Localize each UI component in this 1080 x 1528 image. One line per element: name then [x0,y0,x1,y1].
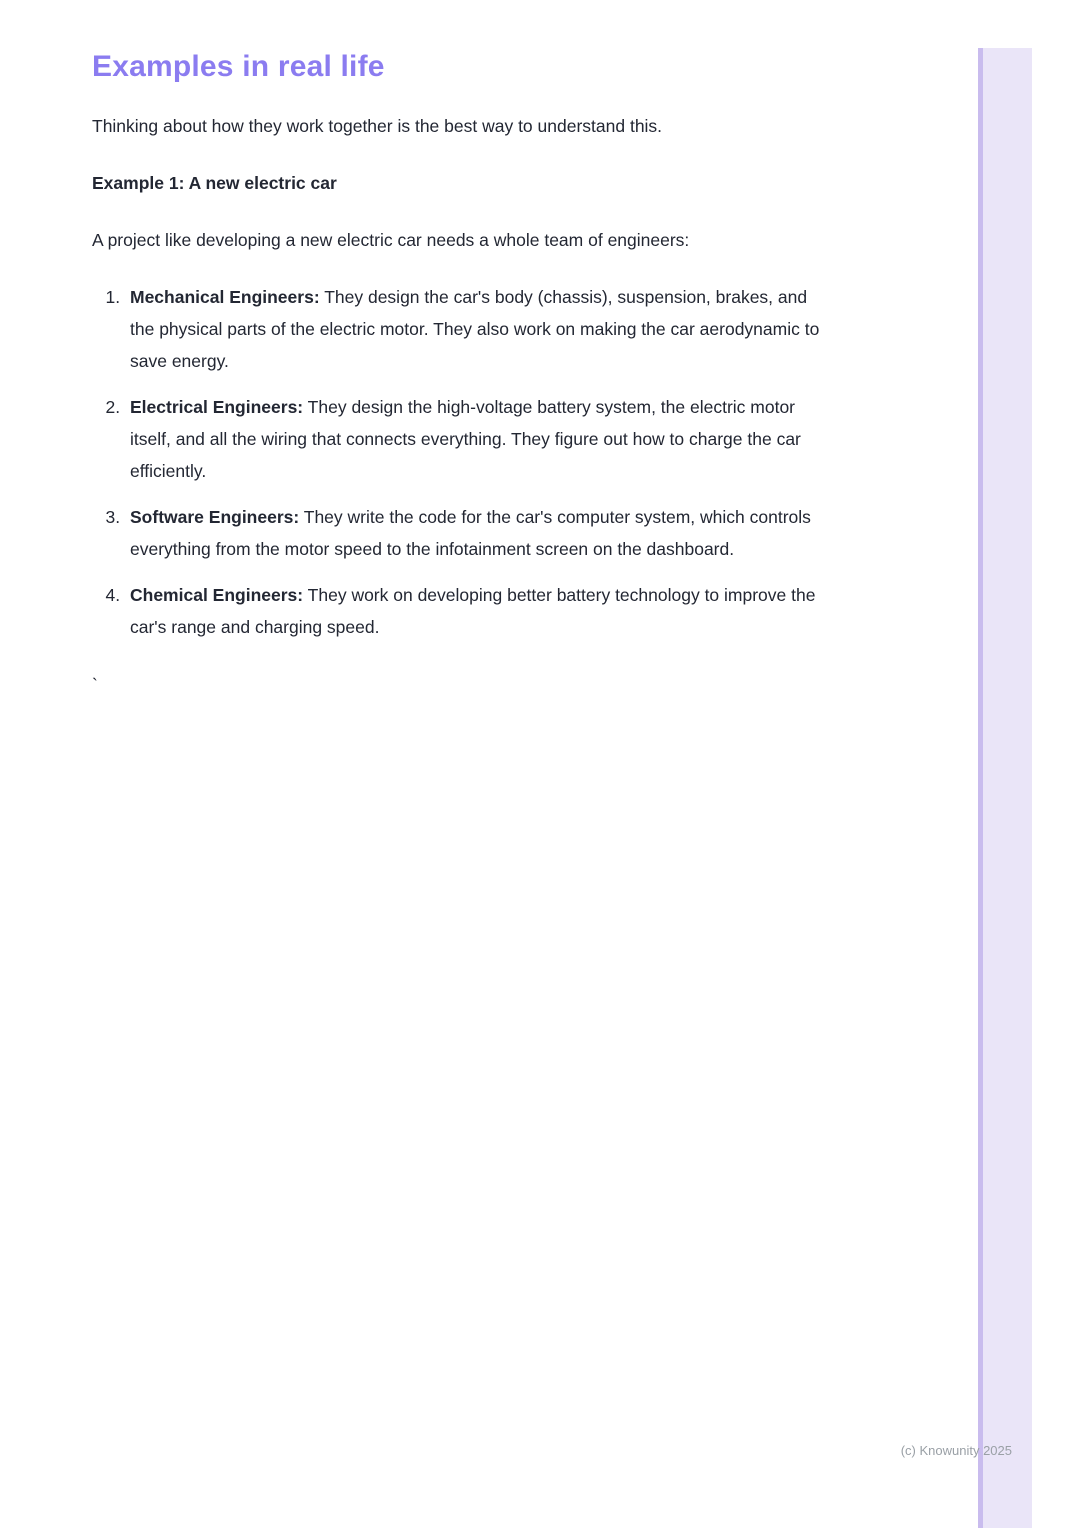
document-content [92,50,834,701]
side-stripe [978,48,1032,1528]
engineer-list [106,281,834,643]
list-item [125,281,834,377]
stray-backtick: ` [92,675,98,695]
list-item-text: They write the code for the car's computer system, which controls everything from the motor speed to the infotainment screen on the dashboard. [130,507,811,559]
page-title: Examples in real life [92,50,385,83]
list-item-label: Mechanical Engineers: [130,287,320,307]
list-item-text: They design the high-voltage battery system, the electric motor itself, and all the wiring that connects everything. They figure out how to charge the car efficiently. [130,397,801,481]
list-item-text: They work on developing better battery technology to improve the car's range and charging speed. [130,585,816,637]
list-item [125,391,834,487]
list-item-label: Software Engineers: [130,507,300,527]
list-item [125,501,834,565]
footer-copyright: (c) Knowunity 2025 [900,1443,1012,1458]
list-item [125,579,834,643]
list-item-label: Chemical Engineers: [130,585,304,605]
example-heading: Example 1: A new electric car [92,173,337,193]
example-intro-paragraph: A project like developing a new electric car needs a whole team of engineers: [92,230,690,250]
intro-paragraph: Thinking about how they work together is the best way to understand this. [92,116,663,136]
list-item-text: They design the car's body (chassis), suspension, brakes, and the physical parts of the electric motor. They also work on making the car aerodynamic to save energy. [130,287,820,371]
list-item-label: Electrical Engineers: [130,397,304,417]
